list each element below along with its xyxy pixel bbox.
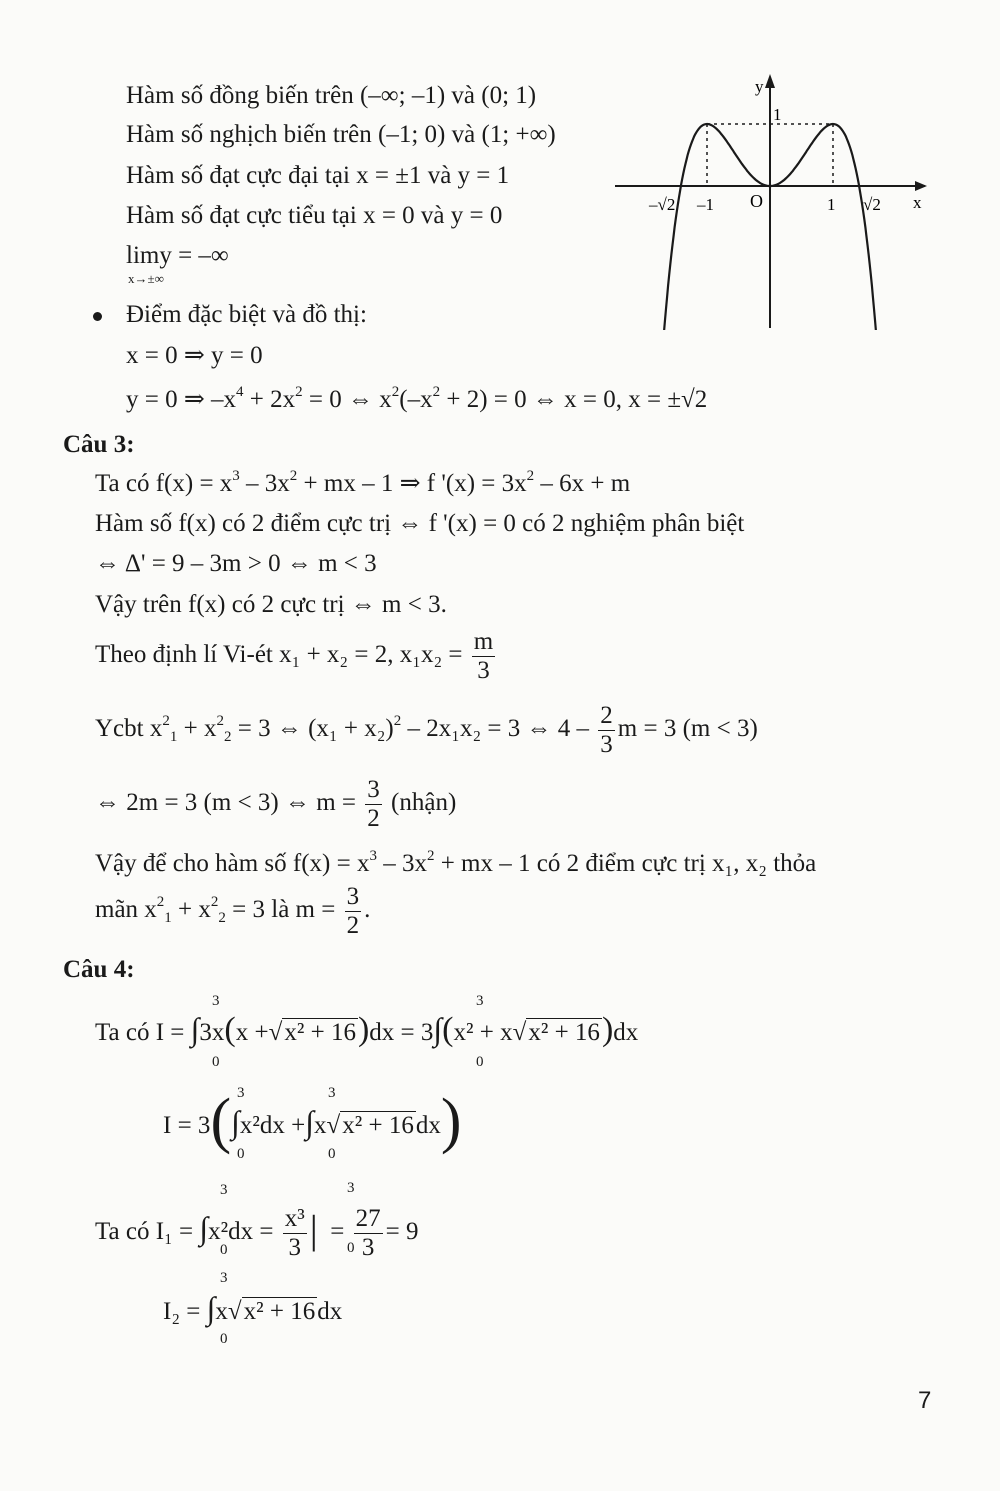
integral-upper-bound: 3: [212, 993, 220, 1009]
limit-expression: limy = –∞: [126, 242, 229, 269]
text-line: x = 0 ⇒ y = 0: [126, 342, 263, 369]
limit-subscript: x→±∞: [128, 271, 164, 286]
y-axis-arrow: [765, 74, 775, 88]
tick-label: –1: [697, 195, 714, 214]
section-heading: Câu 4:: [63, 956, 135, 983]
section-heading: Câu 3:: [63, 431, 135, 458]
eval-lower-bound: 0: [347, 1240, 355, 1256]
integral-upper-bound: 3: [237, 1085, 245, 1101]
eval-upper-bound: 3: [347, 1180, 355, 1196]
integral-lower-bound: 0: [212, 1054, 220, 1070]
text-line: Điểm đặc biệt và đồ thị:: [126, 301, 367, 328]
text-line: Hàm số đạt cực đại tại x = ±1 và y = 1: [126, 162, 510, 189]
equation-line: mãn $x^2_1 + x^2_2 = 3$ là m = $\frac{3}{2}$ .: [95, 883, 371, 939]
y-label: y: [755, 77, 764, 96]
integral-lower-bound: 0: [328, 1146, 336, 1162]
text-line: Hàm số đồng biến trên (–∞; –1) và (0; 1): [126, 82, 537, 109]
integral-upper-bound: 3: [220, 1270, 228, 1286]
tick-label: –√2: [649, 195, 676, 214]
integral-line: Ta có I₁ = ∫x²dx = $\frac{\text{x³}}{3}$ | = $\frac{27}{3}$ = 9: [95, 1205, 419, 1261]
y-one-label: 1: [773, 105, 782, 124]
text-line: Vậy trên f(x) có 2 cực trị ⇔ m < 3.: [95, 591, 447, 618]
equation-line: ⇔ 2m = 3 (m < 3) ⇔ m = $\frac{3}{2}$ (nhận): [95, 776, 457, 832]
page-number: 7: [918, 1387, 932, 1414]
integral-line: I = 3(∫x²dx +∫x√x² + 16dx): [163, 1087, 462, 1155]
integral-lower-bound: 0: [220, 1331, 228, 1347]
equation-line: Ta có $f(x) = x^3 - 3x^2$ + mx – 1 ⇒ f '$(x) = 3x^2 - 6x + m$: [95, 468, 631, 497]
function-graph: [605, 70, 935, 330]
integral-line: Ta có I = ∫3x(x +√x² + 16)dx = 3∫(x² + x√x² + 16)dx: [95, 1011, 639, 1048]
bullet-icon: [93, 312, 102, 321]
text-line: ⇔ Δ' = 9 – 3m > 0 ⇔ m < 3: [95, 550, 377, 577]
text-line: Hàm số f(x) có 2 điểm cực trị ⇔ f '(x) = 0 có 2 nghiệm phân biệt: [95, 510, 745, 537]
integral-lower-bound: 0: [220, 1242, 228, 1258]
x-axis-arrow: [915, 181, 927, 191]
tick-label: √2: [863, 195, 881, 214]
text-line: Hàm số nghịch biến trên (–1; 0) và (1; +∞): [126, 121, 556, 148]
integral-line: I₂ = ∫x√x² + 16dx: [163, 1290, 343, 1326]
integral-upper-bound: 3: [328, 1085, 336, 1101]
equation-line: Theo định lí Vi-ét x₁ + x₂ = 2, x₁x₂ = $\frac{m}{3}$: [95, 628, 494, 684]
text-line: Hàm số đạt cực tiểu tại x = 0 và y = 0: [126, 202, 503, 229]
integral-lower-bound: 0: [237, 1146, 245, 1162]
origin-label: O: [750, 191, 763, 211]
equation-line: Ycbt $x^2_1 + x^2_2 = 3$ ⇔ $(x_1 + x_2)^2 - 2x_1x_2 = 3$ ⇔ 4 – $\frac{2}{3}$ m = 3 (m < 3): [95, 702, 758, 758]
equation-line: Vậy để cho hàm số $f(x) = x^3 - 3x^2$ + mx – 1 có 2 điểm cực trị x₁, x₂ thỏa: [95, 848, 817, 877]
integral-upper-bound: 3: [220, 1182, 228, 1198]
equation-line: y = 0 ⇒ $-x^4 + 2x^2 = 0$ ⇔ $x^2(-x^2 + 2) = 0$ ⇔ x = 0, x = ±√2: [126, 384, 708, 413]
integral-lower-bound: 0: [476, 1054, 484, 1070]
x-label: x: [913, 193, 922, 212]
integral-upper-bound: 3: [476, 993, 484, 1009]
tick-label: 1: [827, 195, 836, 214]
